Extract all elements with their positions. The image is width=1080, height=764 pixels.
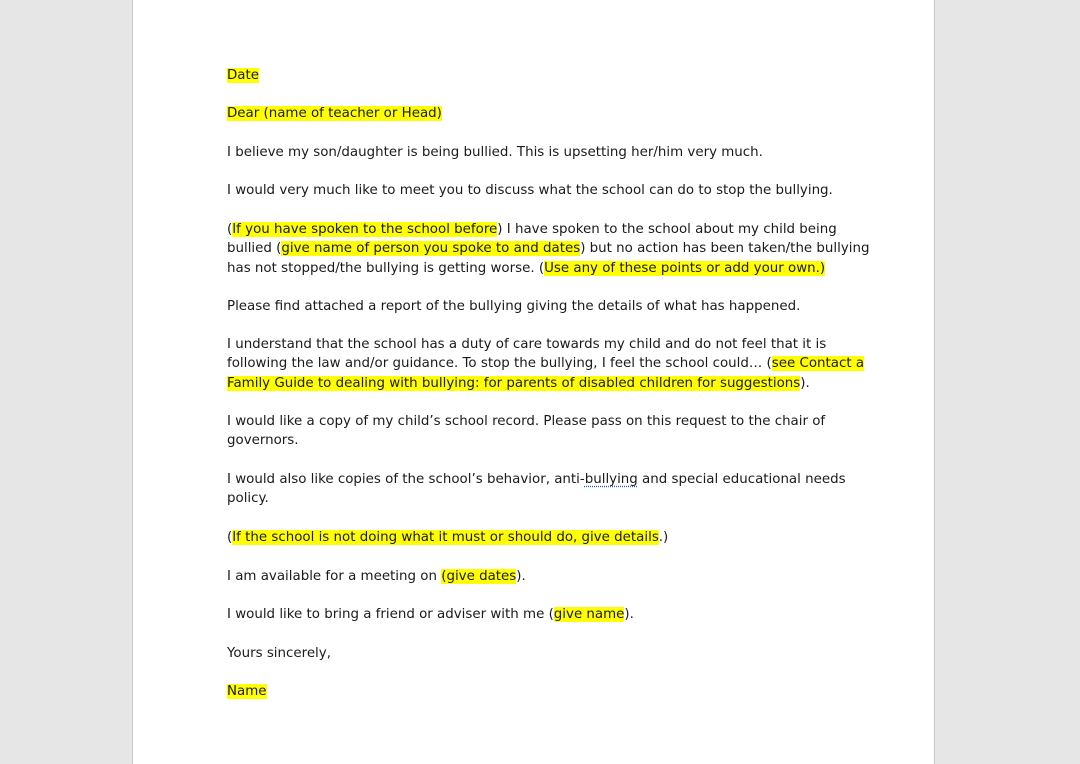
salutation-placeholder: Dear (name of teacher or Head) (227, 106, 442, 121)
paragraph-school-record (227, 412, 847, 451)
text-run: following the law and/or guidance. To stop the bullying, I feel the school could… ( (227, 356, 772, 372)
text-run: ). (624, 607, 634, 622)
paragraph-give-details (227, 528, 847, 547)
paragraph-line (227, 354, 865, 373)
date-line (227, 66, 847, 85)
text-run: ( (227, 222, 233, 237)
paragraph-line (227, 470, 847, 489)
date-placeholder: Date (227, 68, 260, 83)
salutation-line (227, 104, 847, 123)
highlight-use-points: Use any of these points or add your own.) (544, 260, 826, 276)
text-run: ) but no action has been taken/the bullying (580, 241, 870, 257)
document-page (132, 0, 935, 764)
highlight-give-dates: (give dates (441, 569, 517, 584)
paragraph-line (227, 220, 847, 239)
highlight-spoken-before: If you have spoken to the school before (232, 222, 498, 237)
paragraph-policies (227, 470, 847, 509)
paragraph-line: I would like a copy of my child’s school record. Please pass on this request to the chair of (227, 414, 826, 429)
text-run: ( (227, 530, 233, 545)
text-run: ). (800, 375, 810, 391)
paragraph-friend (227, 605, 847, 624)
text-run: I would also like copies of the school’s behavior, anti- (227, 472, 585, 487)
spellcheck-word[interactable]: bullying (584, 472, 638, 487)
highlight-give-name: give name (553, 607, 625, 622)
paragraph-duty-of-care (227, 335, 865, 393)
paragraph-line (227, 374, 847, 393)
paragraph-line (227, 239, 870, 258)
paragraph-meet: I would very much like to meet you to discuss what the school can do to stop the bullying. (227, 183, 833, 198)
text-run: ). (516, 569, 526, 584)
text-run: I would like to bring a friend or adviser with me ( (227, 607, 554, 622)
text-run: I am available for a meeting on (227, 569, 442, 584)
paragraph-line (227, 259, 847, 278)
name-placeholder: Name (227, 684, 267, 699)
paragraph-line: policy. (227, 491, 269, 507)
highlight-give-name-dates: give name of person you spoke to and dates (281, 241, 581, 257)
highlight-give-details: If the school is not doing what it must or should do, give details (232, 530, 659, 545)
highlight-family-guide: Family Guide to dealing with bullying: for parents of disabled children for suggestions (227, 375, 801, 391)
paragraph-meeting (227, 567, 847, 586)
paragraph-spoken-before (227, 220, 870, 278)
text-run: .) (658, 530, 669, 545)
name-line (227, 682, 847, 701)
text-run: has not stopped/the bullying is getting worse. ( (227, 260, 545, 276)
paragraph-report: Please find attached a report of the bullying giving the details of what has happened. (227, 299, 801, 314)
paragraph-bullied: I believe my son/daughter is being bullied. This is upsetting her/him very much. (227, 145, 763, 160)
closing-line: Yours sincerely, (227, 646, 331, 661)
text-run: and special educational needs (637, 472, 846, 487)
paragraph-line: I understand that the school has a duty of care towards my child and do not feel that it is (227, 337, 827, 352)
paragraph-line: governors. (227, 433, 299, 449)
text-run: bullied ( (227, 241, 282, 257)
highlight-see-contact: see Contact a (771, 356, 865, 372)
text-run: ) I have spoken to the school about my child being (497, 222, 837, 237)
